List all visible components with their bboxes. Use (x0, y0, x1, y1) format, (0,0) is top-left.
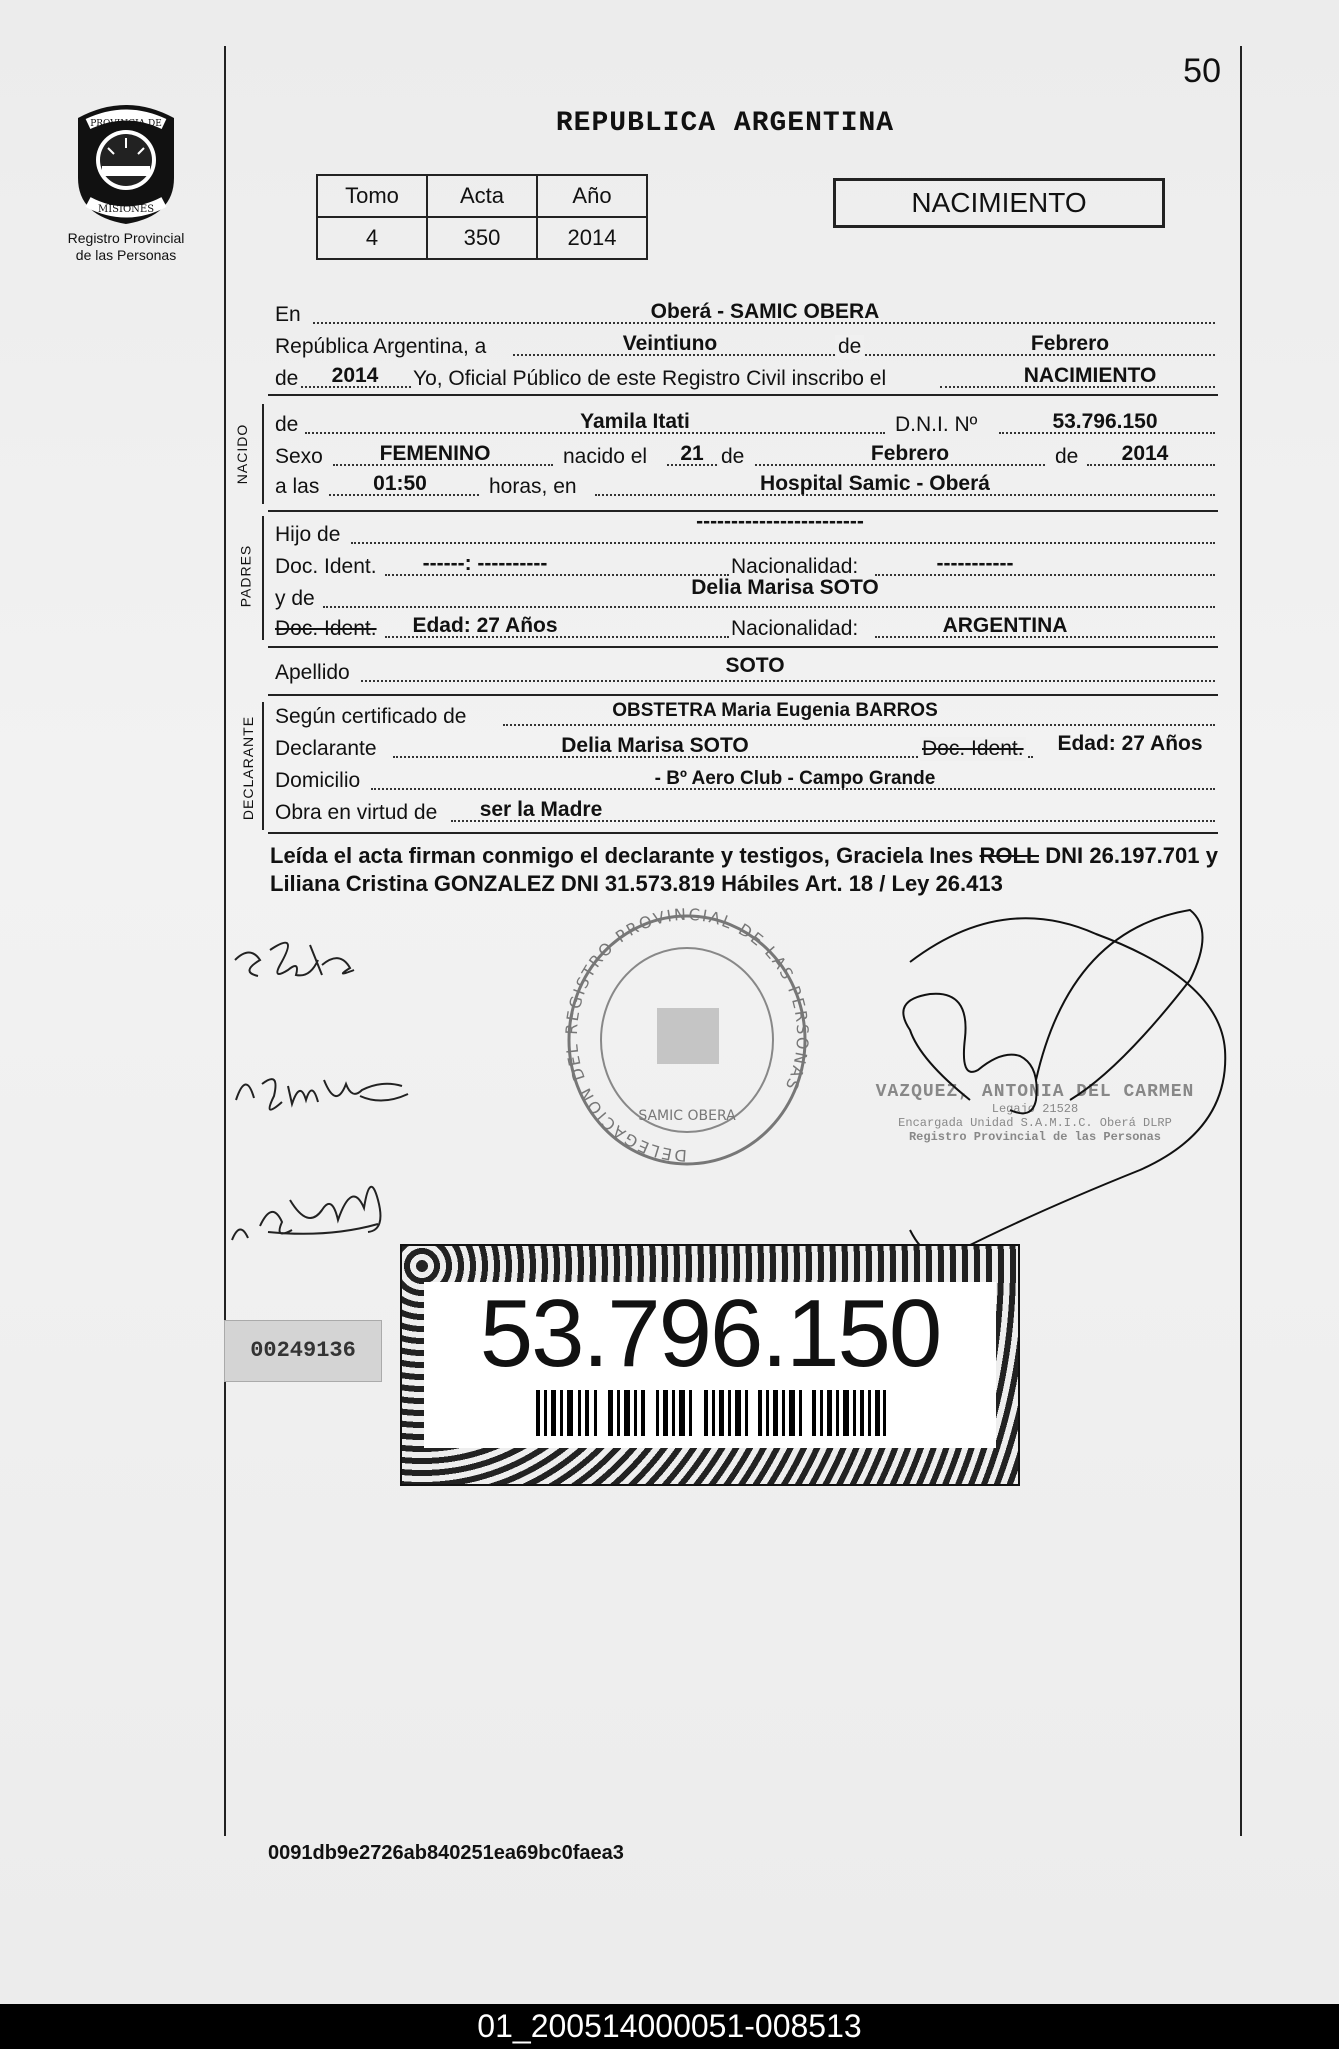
dots (503, 724, 1215, 726)
table-value-ano: 2014 (537, 217, 647, 259)
line-y-de (275, 576, 1215, 614)
signature-text-2: Guzman (232, 1050, 236, 1051)
value-mother: Delia Marisa SOTO (691, 576, 879, 599)
label-inscribo: Yo, Oficial Público de este Registro Civil inscribo el (413, 367, 887, 390)
label-horas: horas, en (489, 475, 577, 498)
label-nacionalidad: Nacionalidad: (731, 617, 859, 640)
declarante-section-label: DECLARANTE (240, 715, 257, 821)
seal-inner-text: SAMIC OBERA (638, 1108, 736, 1124)
footer-file-id: 01_200514000051-008513 (0, 2004, 1339, 2049)
label-en: En (275, 303, 301, 326)
value-father: ------------------------ (696, 510, 864, 533)
signature-text-3: Gonzalez (228, 1160, 233, 1161)
label-republica: República Argentina, a (275, 335, 487, 358)
line-en (275, 300, 1215, 330)
label-dni: D.N.I. Nº (895, 413, 978, 436)
label-sexo: Sexo (275, 445, 323, 468)
closing-struck-name: ROLL (979, 843, 1039, 868)
closing-text-before: Leída el acta firman conmigo el declarante y testigos, Graciela Ines (270, 843, 980, 868)
dni-big-number: 53.796.150 (479, 1280, 941, 1387)
logo-caption-line2: de las Personas (75, 247, 177, 263)
value-inscribo: NACIMIENTO (1023, 364, 1157, 387)
nacido-section-label: NACIDO (234, 423, 251, 485)
line-obra (275, 798, 1215, 828)
record-table (316, 174, 648, 260)
signature-text-1: Soto (230, 920, 233, 921)
line-sexo (275, 442, 1215, 472)
dni-label-inner (424, 1282, 996, 1448)
padres-bracket (262, 516, 264, 640)
dots (361, 680, 1215, 682)
label-certificado: Según certificado de (275, 705, 467, 728)
label-doc-ident-struck: Doc. Ident. (275, 617, 377, 640)
official-line4: Registro Provincial de las Personas (908, 1130, 1162, 1144)
label-nacionalidad: Nacionalidad: (731, 555, 859, 578)
value-year: 2014 (331, 364, 379, 387)
value-place: Oberá - SAMIC OBERA (650, 300, 880, 323)
dots (323, 606, 1215, 608)
line-inscribo (275, 364, 1215, 394)
logo-caption (40, 230, 212, 264)
left-margin-line (224, 46, 226, 1836)
value-dni: 53.796.150 (1052, 410, 1158, 433)
line-mother-doc (275, 614, 1215, 644)
seal-ring-text: DELEGACION DEL REGISTRO PROVINCIAL DE LAS PERSONAS (562, 904, 812, 1166)
province-logo (68, 98, 184, 226)
signature-guzman (232, 1050, 422, 1135)
label-de: de (835, 335, 864, 359)
label-apellido: Apellido (275, 661, 350, 684)
control-number-stamp: 00249136 (224, 1320, 382, 1382)
separator (268, 646, 1218, 648)
label-obra: Obra en virtud de (275, 801, 438, 824)
line-certificado (275, 702, 1215, 732)
value-mother-nationality: ARGENTINA (942, 614, 1068, 637)
value-father-doc: ------: ---------- (422, 552, 548, 575)
separator (268, 394, 1218, 396)
official-line2: Legajo 21528 (991, 1102, 1079, 1116)
table-value-acta: 350 (427, 217, 537, 259)
record-type-box: NACIMIENTO (833, 178, 1165, 228)
logo-bottom-text: MISIONES (97, 204, 155, 215)
label-nacido-el: nacido el (563, 445, 648, 468)
value-surname: SOTO (725, 654, 785, 677)
line-hora (275, 472, 1215, 502)
country-title: REPUBLICA ARGENTINA (555, 108, 895, 139)
signature-soto (230, 920, 390, 1005)
value-birth-month: Febrero (870, 442, 950, 465)
nacido-bracket (262, 404, 264, 504)
label-hijo-de: Hijo de (275, 523, 341, 546)
value-child-name: Yamila Itati (580, 410, 690, 433)
separator (268, 832, 1218, 834)
official-line3: Encargada Unidad S.A.M.I.C. Oberá DLRP (898, 1116, 1172, 1130)
value-sexo: FEMENINO (379, 442, 491, 465)
line-apellido (275, 654, 1215, 688)
value-day-word: Veintiuno (622, 332, 718, 355)
value-birth-place: Hospital Samic - Oberá (760, 472, 990, 495)
value-declarante-age: Edad: 27 Años (1057, 732, 1203, 755)
line-republica (275, 332, 1215, 362)
label-a-las: a las (275, 475, 320, 498)
value-obra: ser la Madre (479, 798, 603, 821)
document-hash: 0091db9e2726ab840251ea69bc0faea3 (268, 1842, 624, 1864)
signature-gonzalez (228, 1160, 408, 1265)
dots (351, 542, 1215, 544)
logo-caption-line1: Registro Provincial (67, 230, 185, 246)
value-domicilio: - Bº Aero Club - Campo Grande (654, 768, 936, 789)
label-doc-ident-struck: Doc. Ident. (922, 737, 1024, 760)
line-domicilio (275, 766, 1215, 796)
label-de2: de (275, 367, 299, 390)
official-name: VAZQUEZ, ANTONIA DEL CARMEN (875, 1082, 1195, 1102)
label-y-de: y de (275, 587, 315, 610)
label-de: de (275, 413, 299, 436)
line-declarante (275, 734, 1215, 764)
value-birth-day: 21 (680, 442, 704, 465)
official-signature (740, 870, 1240, 1295)
page-number: 50 (1183, 52, 1221, 90)
label-doc-ident: Doc. Ident. (275, 555, 377, 578)
separator (268, 694, 1218, 696)
logo-top-text: PROVINCIA DE (90, 119, 162, 129)
value-mother-age: Edad: 27 Años (412, 614, 558, 637)
line-nacido-name (275, 410, 1215, 440)
padres-section-label: PADRES (237, 544, 254, 608)
value-certificado: OBSTETRA Maria Eugenia BARROS (612, 700, 938, 721)
right-margin-line (1240, 46, 1242, 1836)
table-header-acta: Acta (427, 175, 537, 217)
dni-label-card (400, 1244, 1020, 1486)
label-declarante: Declarante (275, 737, 377, 760)
table-header-ano: Año (537, 175, 647, 217)
value-birth-year: 2014 (1121, 442, 1169, 465)
label-domicilio: Domicilio (275, 769, 361, 792)
closing-text-after: DNI 26.197.701 y Liliana Cristina GONZALEZ DNI 31.573.819 Hábiles Art. 18 / Ley 26.413 (270, 843, 1218, 896)
label-de: de (1055, 445, 1079, 468)
value-time: 01:50 (373, 472, 427, 495)
table-value-tomo: 4 (317, 217, 427, 259)
barcode (536, 1390, 886, 1436)
value-declarante: Delia Marisa SOTO (561, 734, 749, 757)
declarante-bracket (262, 702, 264, 830)
value-father-nationality: ----------- (936, 552, 1014, 575)
value-month: Febrero (1030, 332, 1110, 355)
label-de: de (721, 445, 745, 468)
table-header-tomo: Tomo (317, 175, 427, 217)
line-hijo-de (275, 510, 1215, 550)
